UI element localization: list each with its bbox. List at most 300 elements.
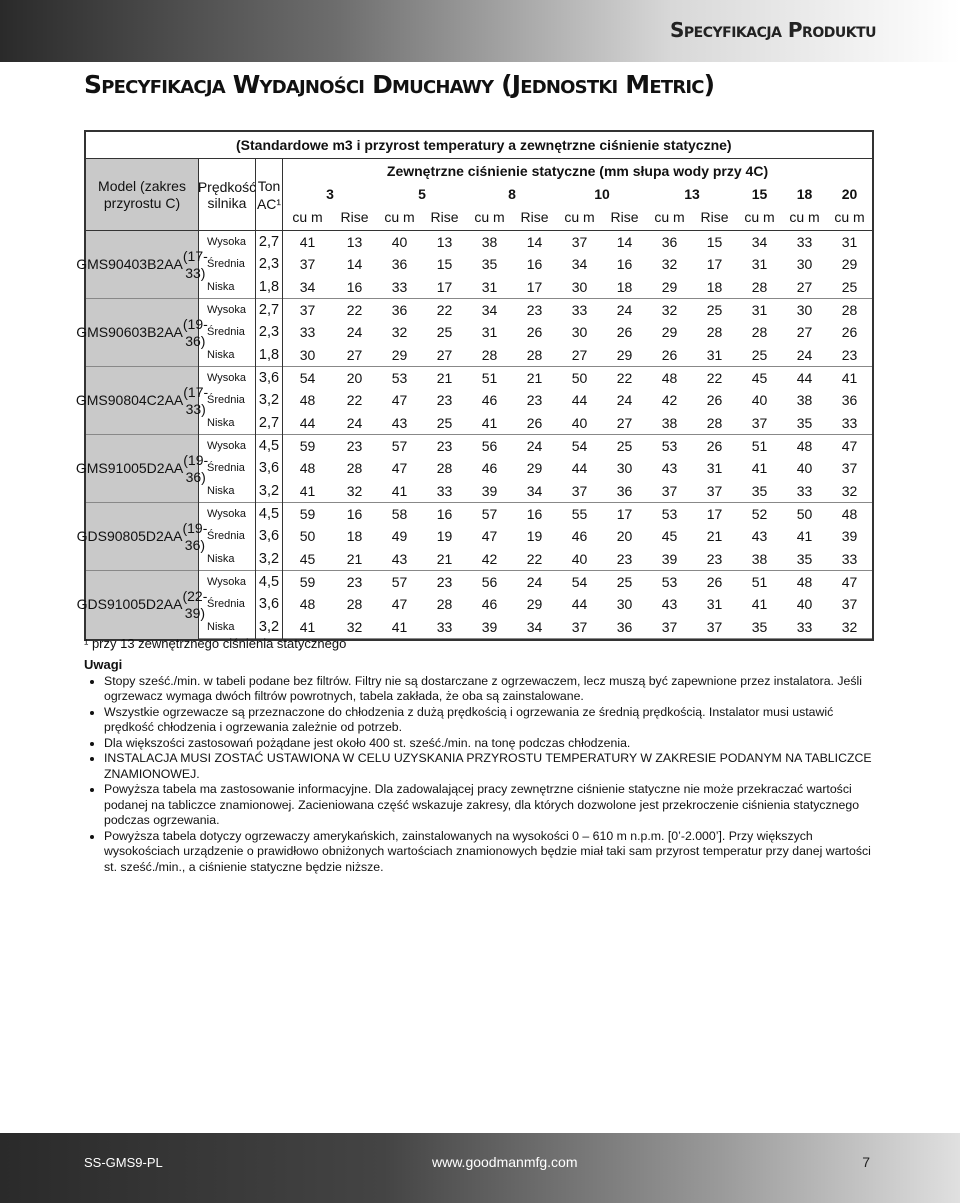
table-row: [283, 299, 872, 321]
speed-row: [199, 344, 255, 367]
table-cell: 25: [436, 324, 453, 341]
footer-bar: [0, 1133, 960, 1203]
ton-row: [256, 389, 282, 411]
table-cell: 16: [346, 505, 363, 522]
model-line: 0804C2AA: [115, 392, 184, 408]
table-cell: 17: [526, 278, 543, 295]
speed-label: Niska: [207, 620, 235, 633]
speed-row: [199, 299, 255, 321]
table-cell: 36: [841, 392, 858, 409]
table-cell: 30: [796, 301, 813, 318]
note-item: • Dla większości zastosowań pożądane jest około 400 st. sześć./min. na tonę podczas chłodzenia.: [104, 736, 874, 752]
table-cell: 22: [346, 392, 363, 409]
speed-label: Wysoka: [207, 507, 247, 520]
table-cell: 23: [346, 573, 363, 590]
pressure-value: 13: [684, 186, 700, 202]
table-row: [283, 457, 872, 479]
table-row: [283, 525, 872, 547]
table-cell: 50: [571, 369, 588, 386]
table-cell: 22: [436, 301, 453, 318]
table-cell: 50: [796, 505, 813, 522]
table-cell: 25: [616, 437, 633, 454]
table-cell: 51: [751, 437, 768, 454]
table-cell: 33: [391, 278, 408, 295]
model-line: (19-36): [182, 315, 208, 349]
table-cell: 23: [526, 301, 543, 318]
table-cell: 17: [706, 256, 723, 273]
table-cell: 43: [391, 414, 408, 431]
table-cell: 35: [796, 414, 813, 431]
table-row: [283, 435, 872, 457]
table-cell: 32: [661, 301, 678, 318]
table-cell: 32: [346, 482, 363, 499]
table-cell: 34: [751, 234, 768, 250]
speed-label: Wysoka: [207, 236, 247, 248]
table-cell: 45: [661, 528, 678, 545]
pressure-value: 20: [841, 186, 858, 202]
speed-label: Wysoka: [207, 303, 247, 316]
model-line: (19-36): [182, 519, 208, 553]
table-cell: 27: [436, 346, 453, 363]
table-cell: 23: [436, 573, 453, 590]
notes-section: [84, 657, 874, 875]
speed-row: [199, 571, 255, 593]
table-cell: 24: [526, 437, 543, 454]
model-name: [76, 231, 208, 299]
table-cell: 43: [661, 460, 678, 477]
table-cell: 33: [436, 482, 453, 499]
ton-value: 3,6: [258, 596, 280, 613]
ton-row: [256, 571, 282, 593]
table-cell: 44: [571, 392, 588, 409]
model-name: [75, 367, 209, 435]
table-cell: 15: [706, 234, 723, 250]
table-cell: 23: [526, 392, 543, 409]
table-cell: 46: [571, 528, 588, 545]
table-cell: 33: [841, 550, 858, 567]
table-cell: 17: [706, 505, 723, 522]
table-cell: 21: [526, 369, 543, 386]
unit-header: Rise: [340, 209, 369, 225]
table-cell: 33: [796, 482, 813, 499]
ton-value: 3,2: [258, 392, 280, 409]
ton-value: 1,8: [258, 346, 280, 363]
table-cell: 28: [346, 596, 363, 613]
table-cell: 21: [346, 550, 363, 567]
model-line: 1005D2AA: [115, 460, 184, 476]
table-cell: 37: [661, 482, 678, 499]
model-line: GDS9: [76, 596, 115, 612]
speed-row: [199, 276, 255, 299]
table-cell: 44: [571, 460, 588, 477]
model-line: GMS9: [75, 392, 116, 408]
table-cell: 34: [481, 301, 498, 318]
table-cell: 48: [299, 596, 316, 613]
table-cell: 14: [616, 234, 633, 250]
table-cell: 39: [841, 528, 858, 545]
table-cell: 57: [481, 505, 498, 522]
table-cell: 39: [661, 550, 678, 567]
table-cell: 17: [616, 505, 633, 522]
ton-row: [256, 299, 282, 321]
table-cell: 37: [751, 414, 768, 431]
table-cell: 24: [346, 414, 363, 431]
table-cell: 26: [616, 324, 633, 341]
table-cell: 28: [346, 460, 363, 477]
table-cell: 37: [706, 618, 723, 635]
table-cell: 21: [706, 528, 723, 545]
table-row: [283, 503, 872, 525]
table-cell: 57: [391, 437, 408, 454]
table-cell: 28: [436, 460, 453, 477]
table-cell: 24: [796, 346, 813, 363]
table-cell: 51: [751, 573, 768, 590]
table-cell: 27: [571, 346, 588, 363]
table-cell: 24: [616, 301, 633, 318]
unit-header: cu m: [384, 209, 415, 225]
table-cell: 26: [841, 324, 858, 341]
note-item: • Wszystkie ogrzewacze są przeznaczone do chłodzenia z dużą prędkością i ogrzewania ze średnią prędkością. Instalator musi ustawić prędkość chłodzenia i ogrzewania zależnie od potrzeb.: [104, 705, 874, 736]
table-cell: 41: [391, 618, 408, 635]
table-cell: 49: [391, 528, 408, 545]
speed-label: Średnia: [207, 530, 245, 543]
ton-row: [256, 503, 282, 525]
table-cell: 24: [346, 324, 363, 341]
table-cell: 33: [299, 324, 316, 341]
table-cell: 23: [346, 437, 363, 454]
table-cell: 20: [616, 528, 633, 545]
table-cell: 38: [796, 392, 813, 409]
speed-label: Niska: [207, 280, 235, 293]
table-cell: 56: [481, 437, 498, 454]
table-cell: 31: [841, 234, 858, 250]
table-cell: 24: [616, 392, 633, 409]
unit-header: cu m: [744, 209, 775, 225]
table-cell: 57: [391, 573, 408, 590]
table-cell: 42: [481, 550, 498, 567]
table-cell: 29: [391, 346, 408, 363]
unit-header: cu m: [834, 209, 865, 225]
model-line: GMS9: [75, 460, 116, 476]
table-cell: 25: [616, 573, 633, 590]
table-cell: 41: [391, 482, 408, 499]
table-cell: 35: [751, 618, 768, 635]
table-cell: 30: [616, 460, 633, 477]
table-cell: 26: [526, 324, 543, 341]
table-cell: 27: [796, 278, 813, 295]
table-cell: 30: [571, 278, 588, 295]
speed-row: [199, 593, 255, 615]
note-item: • Powyższa tabela dotyczy ogrzewaczy amerykańskich, zainstalowanych na wysokości 0 – 610 m n.p.m. [0’-2.000’]. Przy większych wysokościach urządzenie o prawidłowo obniżonych wartościach znamionowych będzie miał taki sam przyrost temperatur przy danej wartości st. sześć./min., a ciśnienie statyczne będzie niższe.: [104, 829, 874, 876]
table-cell: 58: [391, 505, 408, 522]
table-row: [283, 367, 872, 389]
table-cell: 29: [661, 278, 678, 295]
speed-row: [199, 231, 255, 253]
speed-row: [199, 253, 255, 275]
ton-value: 3,6: [258, 369, 280, 386]
ton-value: 1,8: [258, 278, 280, 295]
table-cell: 34: [526, 482, 543, 499]
speed-row: [199, 525, 255, 547]
ton-column: [256, 159, 283, 639]
unit-header: cu m: [789, 209, 820, 225]
table-cell: 31: [751, 301, 768, 318]
ton-row: [256, 548, 282, 571]
model-name: [76, 503, 208, 571]
table-cell: 36: [391, 301, 408, 318]
table-row: [283, 344, 872, 367]
table-cell: 31: [706, 596, 723, 613]
table-cell: 31: [481, 324, 498, 341]
table-cell: 30: [571, 324, 588, 341]
model-line: (22-39): [182, 587, 208, 621]
table-cell: 28: [706, 414, 723, 431]
table-row: [283, 253, 872, 275]
blower-performance-table: [75, 130, 874, 641]
model-line: GDS9: [76, 528, 115, 544]
table-cell: 31: [751, 256, 768, 273]
unit-header: Rise: [610, 209, 639, 225]
ton-row: [256, 231, 282, 253]
ton-row: [256, 525, 282, 547]
table-cell: 31: [481, 278, 498, 295]
table-cell: 59: [299, 573, 316, 590]
table-cell: 19: [436, 528, 453, 545]
table-cell: 16: [616, 256, 633, 273]
table-row: [283, 321, 872, 343]
speed-label: Średnia: [207, 394, 245, 407]
table-cell: 40: [796, 460, 813, 477]
pressure-value: 5: [418, 186, 426, 202]
table-cell: 26: [706, 437, 723, 454]
unit-header: Rise: [430, 209, 459, 225]
model-line: 0403B2AA: [115, 256, 183, 272]
table-cell: 23: [841, 346, 858, 363]
table-cell: 27: [346, 346, 363, 363]
table-cell: 40: [391, 234, 408, 250]
doc-id: SS-GMS9-PL: [84, 1155, 163, 1170]
pressure-value: 15: [751, 186, 768, 202]
table-cell: 29: [526, 460, 543, 477]
table-row: [283, 571, 872, 593]
ton-value: 2,3: [258, 256, 280, 273]
ton-value: 4,5: [258, 505, 280, 522]
table-cell: 13: [346, 234, 363, 250]
table-cell: 26: [661, 346, 678, 363]
table-cell: 41: [841, 369, 858, 386]
model-name: [76, 299, 208, 367]
table-row: [283, 548, 872, 571]
model-line: 0603B2AA: [115, 324, 183, 340]
table-cell: 27: [616, 414, 633, 431]
table-cell: 14: [346, 256, 363, 273]
note-item: • INSTALACJA MUSI ZOSTAĆ USTAWIONA W CELU UZYSKANIA PRZYROSTU TEMPERATURY W ZAKRESIE PODANYM NA TABLICZCE ZNAMIONOWEJ.: [104, 751, 874, 782]
table-cell: 41: [299, 234, 316, 250]
table-cell: 16: [526, 256, 543, 273]
table-cell: 46: [481, 460, 498, 477]
table-cell: 41: [299, 618, 316, 635]
ton-value: 3,2: [258, 482, 280, 499]
table-cell: 25: [841, 278, 858, 295]
table-cell: 30: [796, 256, 813, 273]
table-cell: 47: [391, 392, 408, 409]
table-caption: (Standardowe m3 i przyrost temperatury a zewnętrzne ciśnienie statyczne): [236, 137, 732, 153]
table-cell: 50: [299, 528, 316, 545]
table-cell: 48: [841, 505, 858, 522]
table-body: [75, 159, 872, 639]
table-cell: 37: [841, 460, 858, 477]
table-cell: 59: [299, 505, 316, 522]
table-row: [283, 231, 872, 253]
table-cell: 26: [706, 392, 723, 409]
table-cell: 41: [481, 414, 498, 431]
table-cell: 36: [661, 234, 678, 250]
table-cell: 23: [706, 550, 723, 567]
table-cell: 38: [661, 414, 678, 431]
table-cell: 40: [796, 596, 813, 613]
pressure-value: 8: [508, 186, 516, 202]
speed-label: Niska: [207, 484, 235, 497]
table-cell: 23: [436, 437, 453, 454]
page-number: 7: [862, 1154, 870, 1170]
table-cell: 32: [391, 324, 408, 341]
table-cell: 52: [751, 505, 768, 522]
table-cell: 53: [661, 573, 678, 590]
table-cell: 53: [661, 437, 678, 454]
table-cell: 48: [299, 392, 316, 409]
pressure-header-block: [283, 159, 872, 231]
unit-header: cu m: [564, 209, 595, 225]
table-cell: 37: [571, 482, 588, 499]
table-cell: 45: [299, 550, 316, 567]
table-cell: 48: [661, 369, 678, 386]
speed-label: Wysoka: [207, 575, 247, 588]
speed-label: Niska: [207, 552, 235, 565]
table-cell: 46: [481, 596, 498, 613]
website-link[interactable]: www.goodmanmfg.com: [432, 1154, 578, 1170]
table-cell: 53: [661, 505, 678, 522]
table-cell: 13: [436, 234, 453, 250]
table-cell: 15: [436, 256, 453, 273]
table-cell: 23: [436, 392, 453, 409]
table-cell: 44: [571, 596, 588, 613]
table-cell: 25: [751, 346, 768, 363]
table-cell: 44: [299, 414, 316, 431]
table-cell: 24: [526, 573, 543, 590]
speed-column: [199, 159, 256, 639]
model-name: [76, 571, 208, 638]
ton-row: [256, 321, 282, 343]
table-cell: 54: [571, 573, 588, 590]
model-name: [75, 435, 209, 503]
table-cell: 56: [481, 573, 498, 590]
page-title: Specyfikacja Wydajności Dmuchawy (Jednostki Metric): [84, 70, 715, 99]
data-columns: [283, 159, 872, 639]
speed-row: [199, 321, 255, 343]
table-cell: 32: [661, 256, 678, 273]
table-cell: 46: [481, 392, 498, 409]
notes-list: [84, 674, 874, 876]
unit-header: Rise: [520, 209, 549, 225]
table-cell: 31: [706, 346, 723, 363]
table-cell: 40: [751, 392, 768, 409]
ton-value: 4,5: [258, 437, 280, 454]
table-cell: 45: [751, 369, 768, 386]
table-cell: 53: [391, 369, 408, 386]
unit-headers-row: [283, 206, 872, 229]
table-cell: 39: [481, 482, 498, 499]
table-cell: 41: [299, 482, 316, 499]
speed-row: [199, 503, 255, 525]
ton-row: [256, 435, 282, 457]
table-cell: 16: [346, 278, 363, 295]
table-cell: 40: [571, 550, 588, 567]
table-cell: 36: [391, 256, 408, 273]
ton-value: 2,7: [258, 414, 280, 431]
pressure-value: 3: [326, 186, 334, 202]
note-item: • Powyższa tabela ma zastosowanie informacyjne. Dla zadowalającej pracy zewnętrzne ciśnienie statyczne nie może przekraczać wartości podanej na tabliczce znamionowej. Zacieniowana część wskazuje zakresy, dla których dozwolone jest przekroczenie ciśnienia statycznego podczas ogrzewania.: [104, 782, 874, 829]
table-cell: 37: [299, 256, 316, 273]
table-cell: 43: [391, 550, 408, 567]
table-cell: 38: [751, 550, 768, 567]
table-cell: 30: [299, 346, 316, 363]
top-banner: [0, 0, 960, 62]
section-title: Specyfikacja Produktu: [670, 18, 876, 42]
pressure-value: 18: [796, 186, 813, 202]
table-cell: 33: [571, 301, 588, 318]
speed-label: Średnia: [207, 598, 245, 611]
model-line: GMS9: [76, 324, 116, 340]
table-cell: 14: [526, 234, 543, 250]
table-cell: 26: [706, 573, 723, 590]
table-cell: 32: [841, 482, 858, 499]
ton-row: [256, 276, 282, 299]
table-cell: 36: [616, 482, 633, 499]
speed-label: Niska: [207, 416, 235, 429]
ton-header: Ton AC¹: [256, 159, 282, 231]
table-cell: 37: [571, 234, 588, 250]
table-cell: 54: [299, 369, 316, 386]
table-cell: 47: [481, 528, 498, 545]
table-cell: 35: [481, 256, 498, 273]
table-cell: 20: [346, 369, 363, 386]
unit-header: cu m: [292, 209, 323, 225]
table-cell: 34: [571, 256, 588, 273]
table-row: [283, 480, 872, 503]
model-line: (17-33): [182, 247, 208, 281]
ton-row: [256, 412, 282, 435]
model-line: 0805D2AA: [114, 528, 183, 544]
table-cell: 28: [526, 346, 543, 363]
ton-row: [256, 593, 282, 615]
ton-row: [256, 457, 282, 479]
ton-value: 3,2: [258, 618, 280, 635]
table-cell: 51: [481, 369, 498, 386]
table-cell: 37: [299, 301, 316, 318]
speed-label: Średnia: [207, 258, 245, 271]
speed-label: Średnia: [207, 326, 245, 339]
table-cell: 21: [436, 369, 453, 386]
ton-row: [256, 253, 282, 275]
table-cell: 47: [391, 596, 408, 613]
table-cell: 32: [841, 618, 858, 635]
ton-value: 2,7: [258, 301, 280, 318]
table-cell: 29: [526, 596, 543, 613]
table-cell: 38: [481, 234, 498, 250]
notes-title: Uwagi: [84, 657, 123, 672]
table-cell: 18: [616, 278, 633, 295]
speed-row: [199, 457, 255, 479]
